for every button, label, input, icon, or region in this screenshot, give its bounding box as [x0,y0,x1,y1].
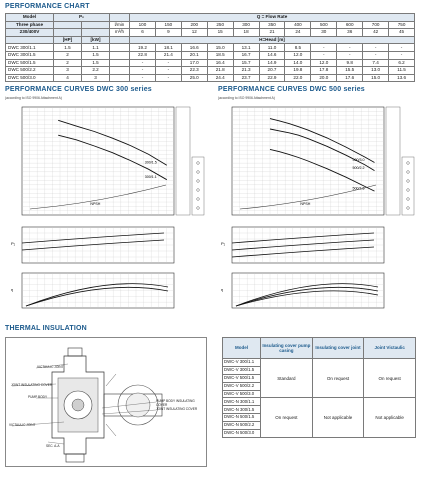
tt-model: DWC-V 300/1.5 [223,366,261,374]
head-cell: 19.8 [285,67,311,75]
p2-label: P₂ [221,241,226,246]
tt-model: DWC-N 500/3.0 [223,430,261,438]
phase-header: Three phase [6,21,54,29]
side-scale [176,107,190,215]
head-cell: 15.5 [337,67,363,75]
curves-500-chart [218,103,418,315]
kw-cell: 2.2 [82,67,110,75]
thermal-title: THERMAL INSULATION [5,325,87,332]
head-cell: 15.0 [207,44,233,52]
label-pump-body-cover: PUMP BODY INSULATING COVER [156,399,195,407]
head-cell: 22.0 [285,74,311,82]
m3h-value: 6 [130,29,156,37]
head-cell: 13.0 [363,67,389,75]
m3h-value: 45 [389,29,415,37]
lmin-unit: l/min [110,21,130,29]
curves-300-subtitle: (according to ISO 9906 Attachment A) [5,96,62,100]
lmin-value: 500 [311,21,337,29]
head-cell: 22.8 [130,51,156,59]
head-cell: 21.8 [207,67,233,75]
model-header: Model [6,14,54,22]
m3h-value: 24 [285,29,311,37]
model-cell: DWC 500/1.5 [6,59,54,67]
m3h-value: 30 [311,29,337,37]
performance-chart-title: PERFORMANCE CHART [5,3,90,10]
flow-rate-header: Q = Flow Rate [130,14,415,22]
npsh-scale [402,157,414,215]
m3h-value: 36 [337,29,363,37]
lmin-value: 700 [363,21,389,29]
head-cell: 16.6 [181,44,207,52]
lmin-value: 300 [233,21,259,29]
npsh-marker [407,162,410,165]
head-cell: - [337,51,363,59]
curve-300-1-5 [58,120,167,165]
eff-label: η [221,287,224,292]
head-header: H=Head [m] [130,36,415,44]
m3h-value: 18 [233,29,259,37]
efficiency-curve [26,284,168,306]
head-cell: 14.0 [285,59,311,67]
head-cell: - [311,44,337,52]
table-row [6,51,415,59]
curve-label: 500/3.0 [352,158,365,163]
tt-g2-victaulic: Not applicable [364,398,416,437]
lmin-value: 150 [155,21,181,29]
head-cell: 25.0 [181,74,207,82]
eff-label: η [11,287,14,292]
table-row [6,44,415,52]
head-cell: 14.6 [259,51,285,59]
hp-cell: 1.5 [54,44,82,52]
table-row [6,59,415,67]
npsh-marker [407,189,410,192]
kw-cell: 1.5 [82,51,110,59]
lmin-value: 200 [181,21,207,29]
hp-cell: 3 [54,67,82,75]
tt-header-joint: Insulating cover joint [312,338,364,359]
head-cell: - [155,59,181,67]
head-cell: 13.6 [389,74,415,82]
curve-label: 300/1.1 [144,175,157,180]
curves-500-subtitle: (according to ISO 9906 Attachment A) [218,96,275,100]
head-cell: 17.8 [311,67,337,75]
npsh-label: NPSH [90,202,101,206]
m3h-value: 21 [259,29,285,37]
npsh-marker [197,189,200,192]
model-cell: DWC 500/3.0 [6,74,54,82]
m3h-value: 12 [181,29,207,37]
voltage-header: 230/400V [6,29,54,37]
curve-500-2-2 [270,129,375,171]
tt-header-model: Model [223,338,261,359]
npsh-marker [407,198,410,201]
thermal-drawing [5,337,207,467]
model-cell: DWC 500/2.2 [6,67,54,75]
tt-model: DWC-N 300/1.5 [223,406,261,414]
kw-unit: [kW] [82,36,110,44]
head-cell: 22.9 [259,74,285,82]
side-scale [386,107,400,215]
head-cell: 9.8 [337,59,363,67]
npsh-marker [407,207,410,210]
m3h-value: 9 [155,29,181,37]
tt-header-victaulic: Joint Victaulic [364,338,416,359]
head-cell: - [363,51,389,59]
label-section: SEC. A-A [46,444,60,448]
head-cell: - [130,74,156,82]
p2-label: P₂ [11,241,16,246]
lmin-value: 600 [337,21,363,29]
head-cell: 22.3 [181,67,207,75]
head-cell: - [337,44,363,52]
curve-500-3-0 [270,119,375,163]
efficiency-curve [26,287,168,306]
tt-g1-victaulic: On request [364,359,416,398]
m3h-value: 15 [207,29,233,37]
head-cell: - [363,44,389,52]
kw-cell: 1.1 [82,44,110,52]
model-cell: DWC 300/1.1 [6,44,54,52]
head-cell: 18.1 [155,44,181,52]
lmin-value: 350 [259,21,285,29]
tt-model: DWC-V 300/1.1 [223,359,261,367]
curve-label: 300/1.5 [144,160,157,165]
model-cell: DWC 300/1.5 [6,51,54,59]
table-row [6,67,415,75]
head-cell: 7.4 [363,59,389,67]
head-cell: 20.0 [311,74,337,82]
label-joint-cover-2: JOINT INSULATING COVER [156,407,198,411]
curve-label: 500/1.5 [352,186,365,191]
head-cell: - [311,51,337,59]
label-pump-body: PUMP BODY [28,395,48,399]
m3h-unit: m³/h [110,29,130,37]
curves-500-title: PERFORMANCE CURVES DWC 500 series [218,86,365,93]
npsh-label: NPSH [300,202,311,206]
tt-header-casing: Insulating cover pump casing [261,338,313,359]
head-cell: - [389,44,415,52]
head-cell: 20.7 [259,67,285,75]
npsh-marker [407,180,410,183]
tt-model: DWC-V 500/1.5 [223,374,261,382]
hp-cell: 2 [54,51,82,59]
efficiency-curve [236,287,378,306]
npsh-scale [192,157,204,215]
lmin-value: 400 [285,21,311,29]
head-cell: 17.0 [181,59,207,67]
head-cell: 12.0 [311,59,337,67]
hp-cell: 2 [54,59,82,67]
performance-table [5,13,415,82]
head-cell: 6.2 [389,59,415,67]
tt-model: DWC-N 500/1.5 [223,414,261,422]
tt-model: DWC-N 300/1.1 [223,398,261,406]
head-cell: 18.5 [207,51,233,59]
label-victaulic-joint: VICTAULIC JOINT [37,365,64,369]
curve-label: 500/2.2 [352,166,365,171]
efficiency-curve [236,284,378,306]
kw-cell: 3 [82,74,110,82]
tt-model: DWC-V 500/2.2 [223,382,261,390]
npsh-marker [197,198,200,201]
head-cell: 13.1 [233,44,259,52]
head-cell: 21.3 [233,67,259,75]
table-row [6,74,415,82]
npsh-marker [197,180,200,183]
head-cell: 23.7 [233,74,259,82]
tt-g1-casing: Standard [261,359,313,398]
head-cell: - [130,59,156,67]
head-cell: 16.4 [207,59,233,67]
lmin-value: 100 [130,21,156,29]
head-cell: 19.2 [130,44,156,52]
hp-unit: [HP] [54,36,82,44]
head-cell: 15.0 [363,74,389,82]
head-cell: 11.0 [259,44,285,52]
head-cell: 16.7 [233,51,259,59]
head-cell: 15.7 [233,59,259,67]
curve-300-1-1 [58,135,167,180]
head-cell: 17.6 [337,74,363,82]
lmin-value: 250 [207,21,233,29]
npsh-marker [197,162,200,165]
head-cell: 21.4 [155,51,181,59]
lmin-value: 750 [389,21,415,29]
npsh-marker [197,171,200,174]
head-cell: 8.5 [285,44,311,52]
label-victaulic-joint-2: VICTAULIC JOINT [9,423,36,427]
npsh-marker [197,207,200,210]
tt-g2-casing: On request [261,398,313,437]
head-cell: 24.4 [207,74,233,82]
label-joint-cover: JOINT INSULATING COVER [11,383,53,387]
kw-cell: 1.5 [82,59,110,67]
head-cell: - [155,74,181,82]
tt-model: DWC-N 500/2.2 [223,422,261,430]
head-cell: 11.5 [389,67,415,75]
curves-300-title: PERFORMANCE CURVES DWC 300 series [5,86,152,93]
hp-cell: 4 [54,74,82,82]
head-cell: 20.1 [181,51,207,59]
tt-g2-joint: Not applicable [312,398,364,437]
thermal-table [222,337,416,438]
p2-header: P₂ [54,14,110,22]
head-cell: 14.9 [259,59,285,67]
head-cell: - [130,67,156,75]
head-cell: 12.0 [285,51,311,59]
curves-300-chart [8,103,208,315]
tt-model: DWC-V 500/3.0 [223,390,261,398]
m3h-value: 42 [363,29,389,37]
npsh-marker [407,171,410,174]
head-cell: - [389,51,415,59]
tt-g1-joint: On request [312,359,364,398]
head-cell: - [155,67,181,75]
